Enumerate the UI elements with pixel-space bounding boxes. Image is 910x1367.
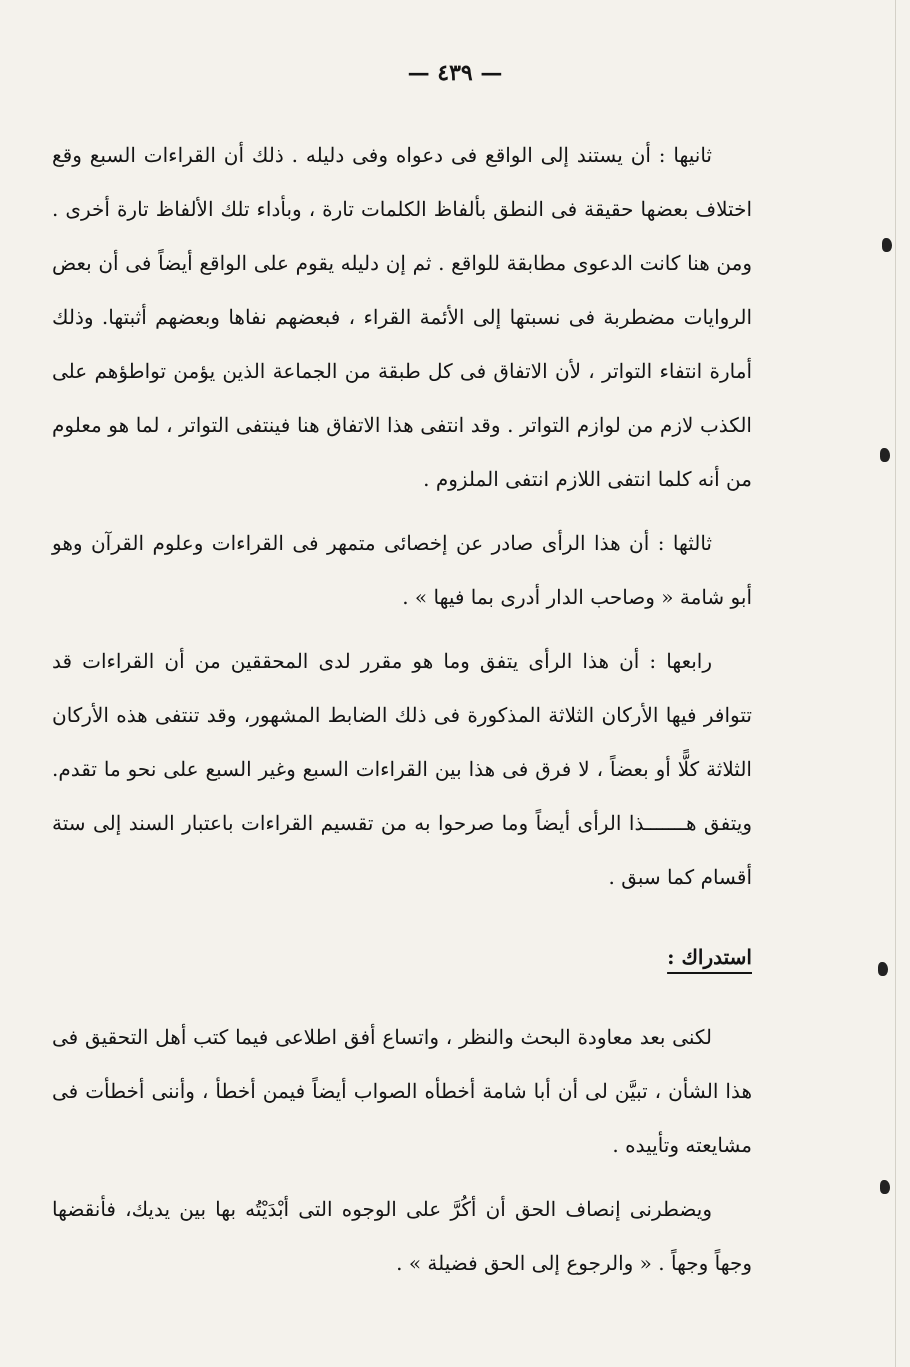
margin-ink-mark: [880, 1180, 890, 1194]
margin-ink-mark: [882, 238, 892, 252]
paragraph-third-reason: ثالثها : أن هذا الرأى صادر عن إخصائى متمهر فى القراءات وعلوم القرآن وهو أبو شامة « وصاحب الدار أدرى بما فيها » .: [52, 531, 752, 609]
paragraph-fourth-reason: رابعها : أن هذا الرأى يتفق وما هو مقرر لدى المحققين من أن القراءات قد تتوافر فيها الأركان الثلاثة المذكورة فى ذلك الضابط المشهور، وقد تنتفى هذه الأركان الثلاثة كلًّا أو بعضاً ، لا فرق فى هذا بين القراءات السبع وغير السبع على نحو ما تقدم. ويتفق هـــــــذا الرأى أيضاً وما صرحوا به من تقسيم القراءات باعتبار السند إلى ستة أقسام كما سبق .: [52, 649, 752, 889]
page-number: — ٤٣٩ —: [407, 60, 503, 86]
page-spine-line: [895, 0, 896, 1367]
paragraph-second-reason: ثانيها : أن يستند إلى الواقع فى دعواه وفى دليله . ذلك أن القراءات السبع وقع اختلاف بعضها حقيقة فى النطق بألفاظ الكلمات تارة ، وبأداء تلك الألفاظ تارة أخرى . ومن هنا كانت الدعوى مطابقة للواقع . ثم إن دليله يقوم على الواقع أيضاً فى أن بعض الروايات مضطربة فى نسبتها إلى الأئمة القراء ، فبعضهم نفاها وبعضهم أثبتها. وذلك أمارة انتفاء التواتر ، لأن الاتفاق فى كل طبقة من الجماعة الذين يؤمن تواطؤهم على الكذب لازم من لوازم التواتر . وقد انتفى هذا الاتفاق هنا فينتفى التواتر ، لما هو معلوم من أنه كلما انتفى اللازم انتفى الملزوم .: [52, 143, 752, 491]
margin-ink-mark: [880, 448, 890, 462]
paragraph-correction: لكنى بعد معاودة البحث والنظر ، واتساع أفق اطلاعى فيما كتب أهل التحقيق فى هذا الشأن ، تبيَّن لى أن أبا شامة أخطأه الصواب أيضاً فيمن أخطأ ، وأننى أخطأت فى مشايعته وتأييده .: [52, 1025, 752, 1157]
section-heading-wrap: [52, 930, 752, 984]
page-body: [52, 128, 752, 1290]
paragraph-refutation: ويضطرنى إنصاف الحق أن أكُرَّ على الوجوه التى أبْدَيْتُه بها بين يديك، فأنقضها وجهاً وجهاً . « والرجوع إلى الحق فضيلة » .: [52, 1197, 752, 1275]
margin-ink-mark: [878, 962, 888, 976]
section-heading: استدراك :: [667, 945, 752, 969]
